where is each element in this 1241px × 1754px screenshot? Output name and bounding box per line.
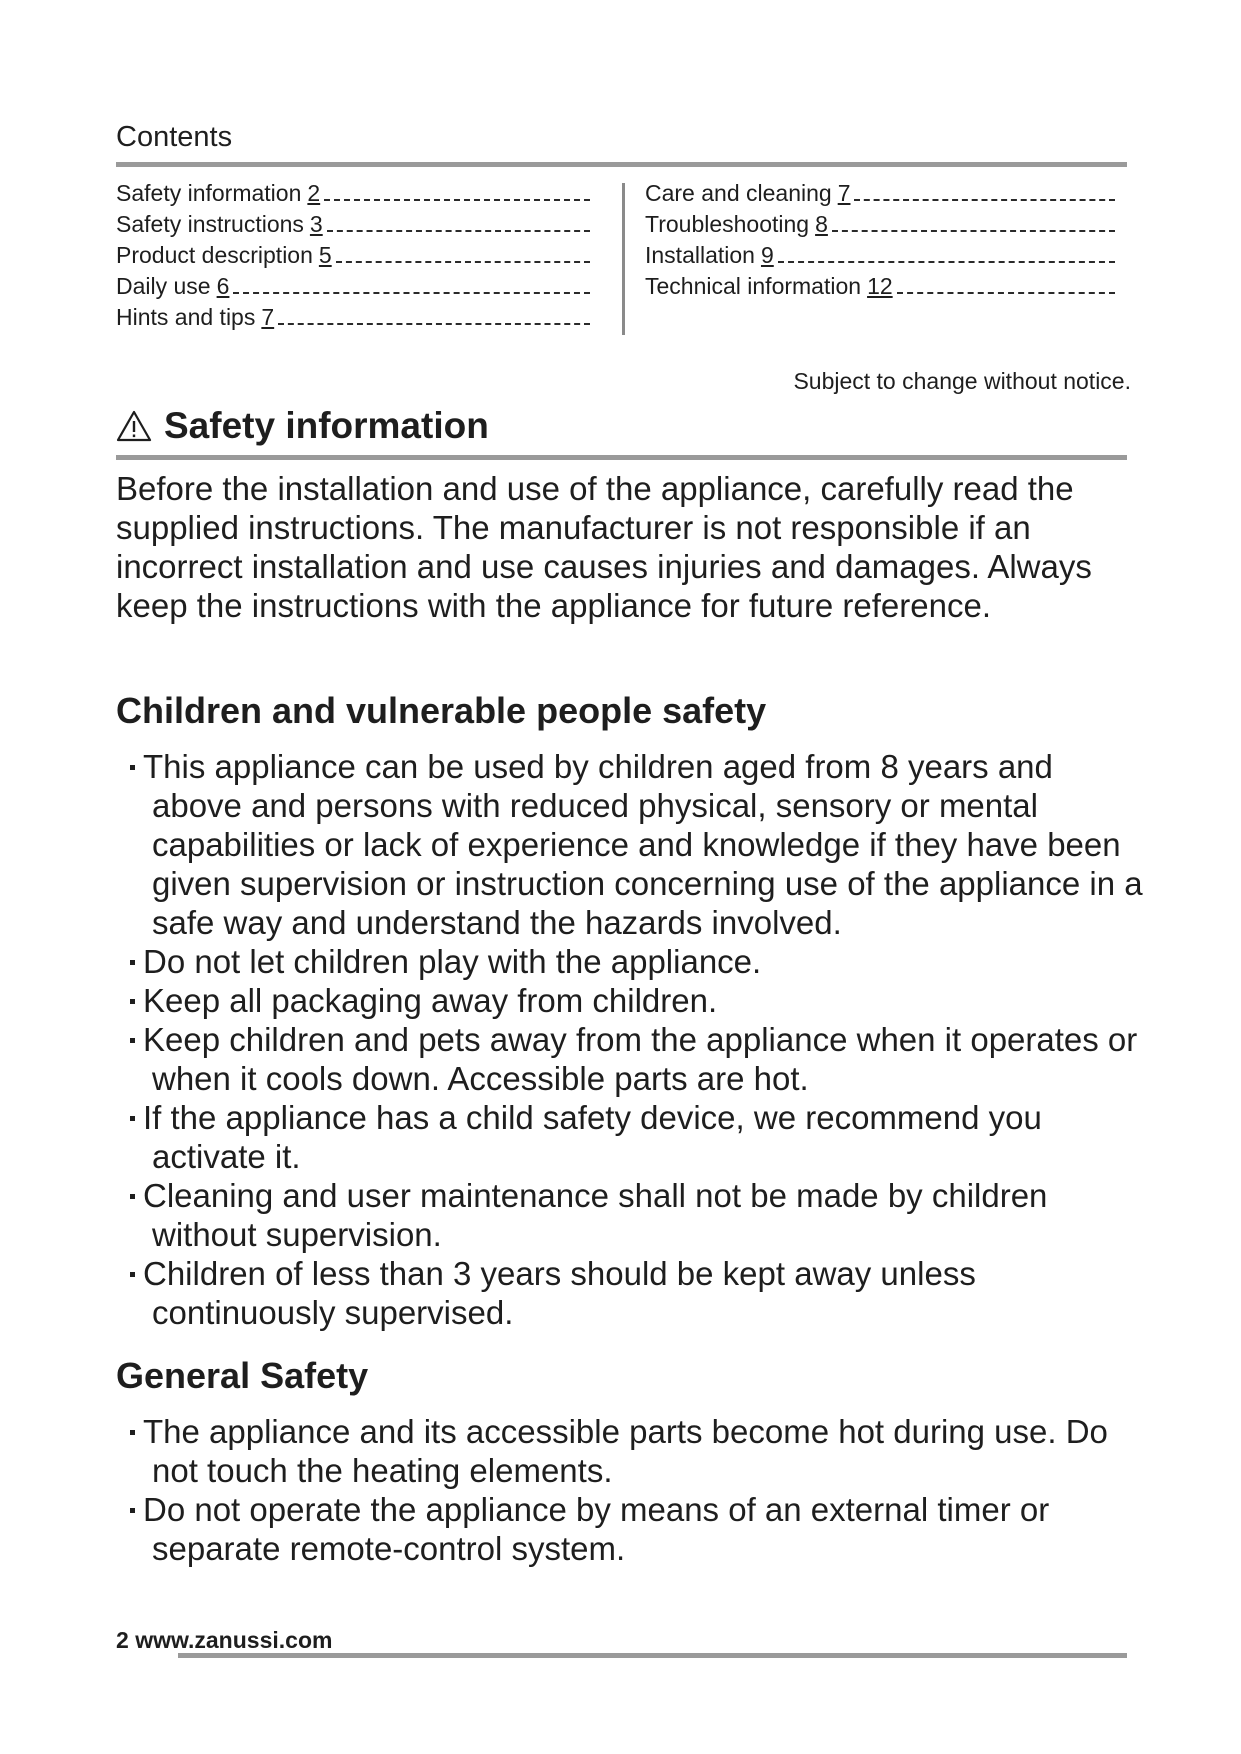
- toc-page-number: 3: [309, 211, 323, 237]
- general-safety-heading: General Safety: [116, 1355, 369, 1396]
- bullet-icon: [130, 1272, 135, 1277]
- contents-divider: [116, 162, 1127, 167]
- change-notice: Subject to change without notice.: [793, 368, 1131, 394]
- toc-page-number: 2: [307, 180, 321, 206]
- page-number: 2: [116, 1627, 129, 1653]
- toc-item-daily-use[interactable]: [116, 271, 590, 302]
- footer-divider: [178, 1653, 1127, 1658]
- list-item-text: Children of less than 3 years should be kept away unless continuously supervised.: [143, 1255, 976, 1331]
- list-item-text: This appliance can be used by children aged from 8 years and above and persons with reduced physical, sensory or mental capabilities or lack of experience and knowledge if they have been given supervision or instruction concerning use of the appliance in a safe way and understand the hazards involved.: [143, 748, 1143, 941]
- toc-leader: [336, 261, 590, 263]
- bullet-icon: [130, 1194, 135, 1199]
- website-link[interactable]: www.zanussi.com: [135, 1627, 333, 1653]
- list-item: [116, 1412, 1146, 1490]
- bullet-icon: [130, 1430, 135, 1435]
- toc-page-number: 6: [216, 273, 230, 299]
- list-item-text: Do not operate the appliance by means of an external timer or separate remote-control system.: [143, 1491, 1050, 1567]
- toc-leader: [324, 199, 590, 201]
- toc-label: Safety instructions: [116, 211, 304, 237]
- bullet-icon: [130, 960, 135, 965]
- list-item-text: Cleaning and user maintenance shall not be made by children without supervision.: [143, 1177, 1048, 1253]
- toc-leader: [327, 230, 590, 232]
- bullet-icon: [130, 1116, 135, 1121]
- toc-label: Safety information: [116, 180, 302, 206]
- bullet-icon: [130, 1508, 135, 1513]
- list-item-text: Keep children and pets away from the appliance when it operates or when it cools down. Accessible parts are hot.: [143, 1021, 1138, 1097]
- toc-item-hints-and-tips[interactable]: [116, 302, 590, 333]
- toc-leader: [832, 230, 1115, 232]
- toc-page-number: 12: [867, 273, 893, 299]
- toc-label: Hints and tips: [116, 304, 256, 330]
- list-item-text: Do not let children play with the appliance.: [143, 943, 762, 980]
- list-item: [116, 1176, 1146, 1254]
- toc-label: Product description: [116, 242, 313, 268]
- toc-leader: [854, 199, 1115, 201]
- safety-information-title: Safety information: [164, 405, 489, 446]
- list-item: [116, 942, 1146, 981]
- toc-item-care-and-cleaning[interactable]: [645, 178, 1115, 209]
- general-safety-list: [116, 1412, 1146, 1568]
- list-item-text: If the appliance has a child safety device, we recommend you activate it.: [143, 1099, 1042, 1175]
- bullet-icon: [130, 765, 135, 770]
- toc-item-safety-instructions[interactable]: [116, 209, 590, 240]
- toc-page-number: 5: [318, 242, 332, 268]
- list-item: [116, 1020, 1146, 1098]
- toc-item-troubleshooting[interactable]: [645, 209, 1115, 240]
- list-item: [116, 747, 1146, 942]
- list-item: [116, 981, 1146, 1020]
- toc-item-safety-information[interactable]: [116, 178, 590, 209]
- toc-leader: [233, 292, 590, 294]
- toc-leader: [778, 261, 1115, 263]
- toc-label: Daily use: [116, 273, 211, 299]
- toc-label: Care and cleaning: [645, 180, 832, 206]
- toc-item-installation[interactable]: [645, 240, 1115, 271]
- toc-page-number: 7: [837, 180, 851, 206]
- safety-information-heading: [116, 403, 489, 449]
- children-safety-list: [116, 747, 1146, 1332]
- page-footer: [116, 1626, 332, 1654]
- toc-label: Troubleshooting: [645, 211, 810, 237]
- toc-leader: [897, 292, 1115, 294]
- toc-right-column: [645, 178, 1115, 302]
- list-item: [116, 1490, 1146, 1568]
- toc-leader: [278, 323, 590, 325]
- safety-heading-divider: [116, 455, 1127, 460]
- toc-item-technical-information[interactable]: [645, 271, 1115, 302]
- toc-item-product-description[interactable]: [116, 240, 590, 271]
- safety-intro-paragraph: Before the installation and use of the appliance, carefully read the supplied instructions. The manufacturer is not responsible if an incorrect installation and use causes injuries and damages. Always keep the instructions with the appliance for future reference.: [116, 470, 1092, 624]
- warning-triangle-icon: [116, 410, 152, 442]
- toc-page-number: 7: [261, 304, 275, 330]
- toc-column-divider: [622, 183, 625, 335]
- bullet-icon: [130, 1038, 135, 1043]
- bullet-icon: [130, 999, 135, 1004]
- list-item-text: The appliance and its accessible parts become hot during use. Do not touch the heating elements.: [143, 1413, 1108, 1489]
- list-item-text: Keep all packaging away from children.: [143, 982, 718, 1019]
- toc-page-number: 9: [760, 242, 774, 268]
- toc-left-column: [116, 178, 590, 333]
- toc-label: Installation: [645, 242, 755, 268]
- toc-label: Technical information: [645, 273, 862, 299]
- contents-title: Contents: [116, 121, 233, 153]
- toc-page-number: 8: [815, 211, 828, 237]
- list-item: [116, 1254, 1146, 1332]
- children-safety-heading: Children and vulnerable people safety: [116, 690, 767, 731]
- list-item: [116, 1098, 1146, 1176]
